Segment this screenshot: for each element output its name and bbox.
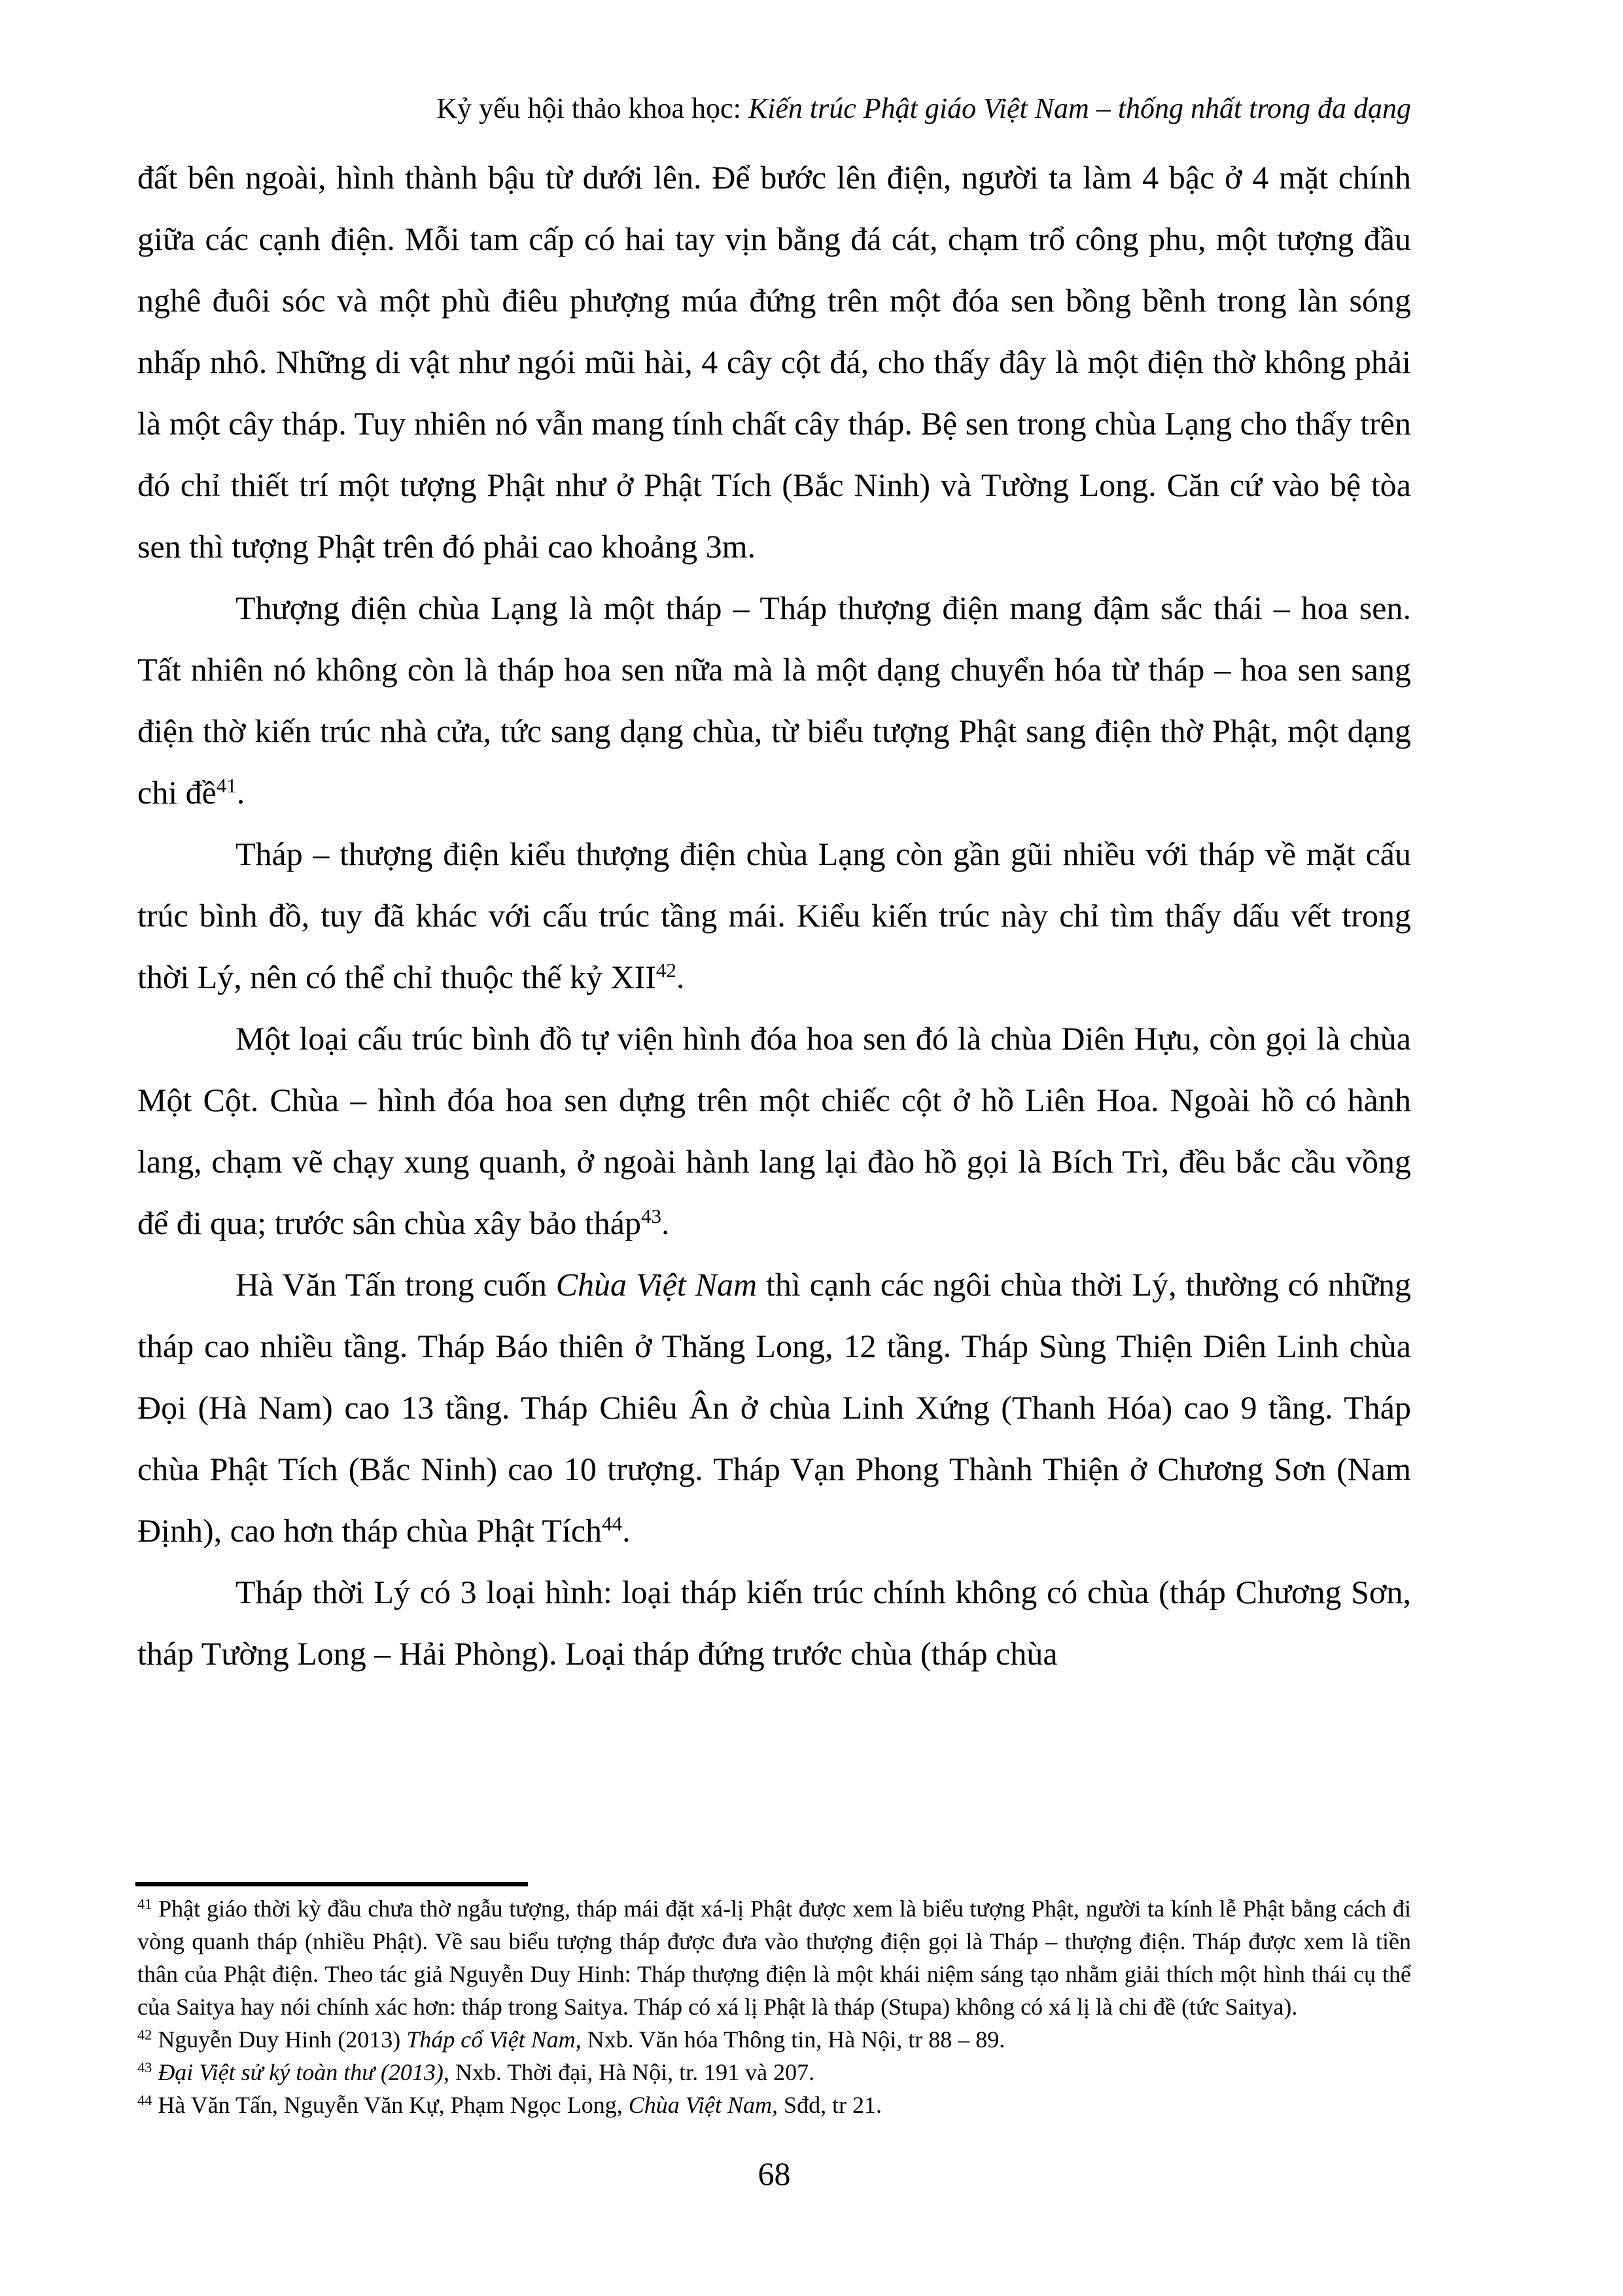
- footnote-42: $^{42}$ Nguyễn Duy Hinh (2013) Tháp cổ Việt Nam, Nxb. Văn hóa Thông tin, Hà Nội, tr 88 – 89.: [137, 2026, 1005, 2053]
- paragraph: Tháp thời Lý có 3 loại hình: loại tháp kiến trúc chính không có chùa (tháp Chương Sơn, tháp Tường Long – Hải Phòng). Loại tháp đứng trước chùa (tháp chùa: [137, 1574, 1411, 1672]
- paragraph: Thượng điện chùa Lạng là một tháp – Tháp thượng điện mang đậm sắc thái – hoa sen. Tất nhiên nó không còn là tháp hoa sen nữa mà là một dạng chuyển hóa từ tháp – hoa sen sang điện thờ kiến trúc nhà cửa, tức sang dạng chùa, từ biểu tượng Phật sang điện thờ Phật, một dạng chi đề$^{41}$.: [137, 590, 1411, 811]
- paragraph: Hà Văn Tấn trong cuốn Chùa Việt Nam thì cạnh các ngôi chùa thời Lý, thường có những tháp cao nhiều tầng. Tháp Báo thiên ở Thăng Long, 12 tầng. Tháp Sùng Thiện Diên Linh chùa Đọi (Hà Nam) cao 13 tầng. Tháp Chiêu Ân ở chùa Linh Xứng (Thanh Hóa) cao 9 tầng. Tháp chùa Phật Tích (Bắc Ninh) cao 10 trượng. Tháp Vạn Phong Thành Thiện ở Chương Sơn (Nam Định), cao hơn tháp chùa Phật Tích$^{44}$.: [137, 1266, 1411, 1549]
- footnotes-section: [137, 1892, 1411, 2121]
- body-text: [137, 147, 1411, 1684]
- running-header: Kỷ yếu hội thảo khoa học: Kiến trúc Phật giáo Việt Nam – thống nhất trong đa dạng: [436, 92, 1411, 124]
- footnote-separator-rule: [135, 1882, 528, 1886]
- paragraph: Tháp – thượng điện kiểu thượng điện chùa Lạng còn gần gũi nhiều với tháp về mặt cấu trúc bình đồ, tuy đã khác với cấu trúc tầng mái. Kiểu kiến trúc này chỉ tìm thấy dấu vết trong thời Lý, nên có thể chỉ thuộc thế kỷ XII$^{42}$.: [137, 836, 1411, 995]
- paragraph: Một loại cấu trúc bình đồ tự viện hình đóa hoa sen đó là chùa Diên Hựu, còn gọi là chùa Một Cột. Chùa – hình đóa hoa sen dựng trên một chiếc cột ở hồ Liên Hoa. Ngoài hồ có hành lang, chạm vẽ chạy xung quanh, ở ngoài hành lang lại đào hồ gọi là Bích Trì, đều bắc cầu vồng để đi qua; trước sân chùa xây bảo tháp$^{43}$.: [137, 1020, 1411, 1241]
- footnote-43: $^{43}$ Đại Việt sử ký toàn thư (2013), Nxb. Thời đại, Hà Nội, tr. 191 và 207.: [137, 2058, 815, 2085]
- paragraph: đất bên ngoài, hình thành bậu từ dưới lên. Để bước lên điện, người ta làm 4 bậc ở 4 mặt chính giữa các cạnh điện. Mỗi tam cấp có hai tay vịn bằng đá cát, chạm trổ công phu, một tượng đầu nghê đuôi sóc và một phù điêu phượng múa đứng trên một đóa sen bồng bềnh trong làn sóng nhấp nhô. Những di vật như ngói mũi hài, 4 cây cột đá, cho thấy đây là một điện thờ không phải là một cây tháp. Tuy nhiên nó vẫn mang tính chất cây tháp. Bệ sen trong chùa Lạng cho thấy trên đó chỉ thiết trí một tượng Phật như ở Phật Tích (Bắc Ninh) và Tường Long. Căn cứ vào bệ tòa sen thì tượng Phật trên đó phải cao khoảng 3m.: [137, 159, 1411, 565]
- footnote-41: $^{41}$ Phật giáo thời kỳ đầu chưa thờ ngẫu tượng, tháp mái đặt xá-lị Phật được xem là biểu tượng Phật, người ta kính lễ Phật bằng cách đi vòng quanh tháp (nhiều Phật). Về sau biểu tượng tháp được đưa vào thượng điện gọi là Tháp – thượng điện. Tháp được xem là tiền thân của Phật điện. Theo tác giả Nguyễn Duy Hinh: Tháp thượng điện là một khái niệm sáng tạo nhằm giải thích một hình thái cụ thể của Saitya hay nói chính xác hơn: tháp trong Saitya. Tháp có xá lị Phật là tháp (Stupa) không có xá lị là chi đề (tức Saitya).: [137, 1895, 1411, 2020]
- page-number: 68: [758, 2155, 791, 2192]
- footnote-44: $^{44}$ Hà Văn Tấn, Nguyễn Văn Kự, Phạm Ngọc Long, Chùa Việt Nam, Sđd, tr 21.: [137, 2091, 882, 2118]
